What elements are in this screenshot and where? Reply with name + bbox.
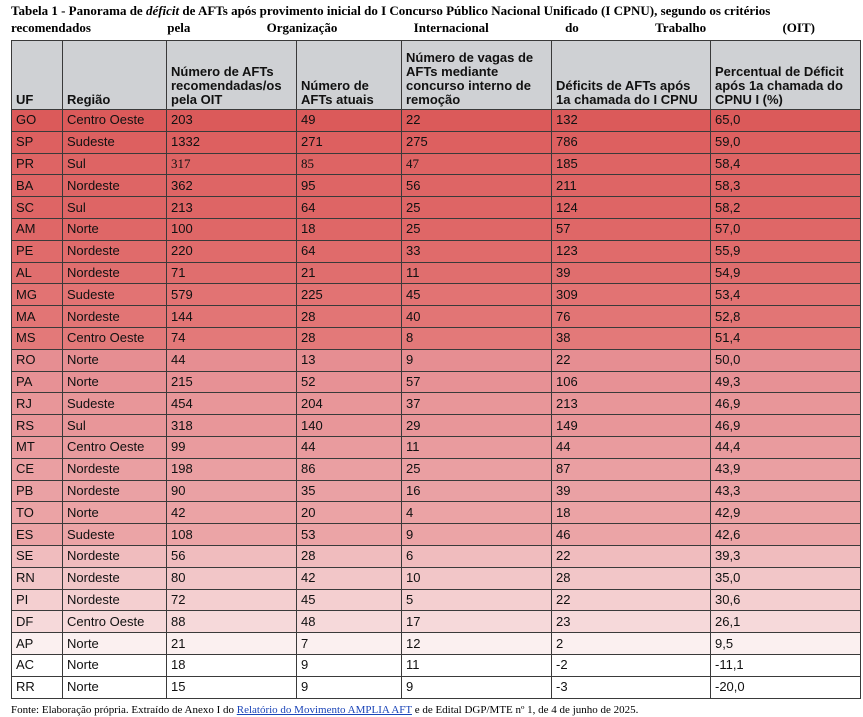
table-row [12, 197, 861, 219]
cell-afts-recomendadas: 88 [167, 611, 297, 633]
table-row [12, 415, 861, 437]
cell-afts-atuais: 9 [297, 654, 402, 676]
caption-word: recomendados [11, 20, 91, 35]
source-note-before: Fonte: Elaboração própria. Extraído de Anexo I do [11, 704, 237, 716]
caption-italic-word: déficit [145, 3, 180, 18]
cell-afts-atuais: 44 [297, 436, 402, 458]
column-header-deficits: Déficits de AFTs após 1a chamada do I CPNU [552, 41, 711, 110]
table-row [12, 262, 861, 284]
cell-regiao: Norte [63, 218, 167, 240]
table-row [12, 131, 861, 153]
cell-percentual-deficit: 46,9 [711, 393, 861, 415]
cell-afts-recomendadas: 90 [167, 480, 297, 502]
cell-afts-recomendadas: 579 [167, 284, 297, 306]
cell-deficits: 39 [552, 480, 711, 502]
cell-regiao: Sudeste [63, 284, 167, 306]
cell-percentual-deficit: 58,4 [711, 153, 861, 175]
source-note-after: e de Edital DGP/MTE nº 1, de 4 de junho de 2025. [411, 704, 639, 716]
cell-regiao: Sudeste [63, 393, 167, 415]
cell-vagas-remocao: 25 [402, 218, 552, 240]
cell-afts-atuais: 86 [297, 458, 402, 480]
caption-word: Trabalho [655, 20, 707, 35]
cell-vagas-remocao: 37 [402, 393, 552, 415]
cell-deficits: 2 [552, 633, 711, 655]
cell-uf: PE [12, 240, 63, 262]
column-header-percentual-deficit: Percentual de Déficit após 1a chamada do CPNU I (%) [711, 41, 861, 110]
cell-uf: RN [12, 567, 63, 589]
caption-word: Organização [266, 20, 338, 35]
cell-afts-recomendadas: 362 [167, 175, 297, 197]
cell-afts-atuais: 225 [297, 284, 402, 306]
table-row [12, 284, 861, 306]
table-row [12, 676, 861, 698]
column-header-afts-atuais: Número de AFTs atuais [297, 41, 402, 110]
table-header-row [12, 41, 861, 110]
cell-vagas-remocao: 16 [402, 480, 552, 502]
cell-vagas-remocao: 10 [402, 567, 552, 589]
source-note [11, 704, 638, 716]
cell-uf: MS [12, 327, 63, 349]
cell-afts-recomendadas: 317 [167, 153, 297, 175]
cell-uf: RS [12, 415, 63, 437]
cell-deficits: 786 [552, 131, 711, 153]
cell-percentual-deficit: -20,0 [711, 676, 861, 698]
cell-deficits: 211 [552, 175, 711, 197]
cell-regiao: Nordeste [63, 262, 167, 284]
cell-afts-atuais: 140 [297, 415, 402, 437]
cell-regiao: Nordeste [63, 589, 167, 611]
cell-vagas-remocao: 11 [402, 262, 552, 284]
cell-uf: MG [12, 284, 63, 306]
caption-prefix: Tabela 1 - Panorama de [11, 3, 146, 18]
cell-percentual-deficit: 58,2 [711, 197, 861, 219]
cell-regiao: Sul [63, 197, 167, 219]
cell-afts-recomendadas: 203 [167, 110, 297, 132]
cell-percentual-deficit: 9,5 [711, 633, 861, 655]
cell-uf: SP [12, 131, 63, 153]
cell-vagas-remocao: 6 [402, 545, 552, 567]
cell-deficits: 309 [552, 284, 711, 306]
cell-afts-atuais: 20 [297, 502, 402, 524]
cell-percentual-deficit: 43,3 [711, 480, 861, 502]
cell-regiao: Sul [63, 415, 167, 437]
cell-regiao: Nordeste [63, 240, 167, 262]
cell-percentual-deficit: 26,1 [711, 611, 861, 633]
cell-uf: AM [12, 218, 63, 240]
cell-percentual-deficit: 55,9 [711, 240, 861, 262]
cell-afts-atuais: 49 [297, 110, 402, 132]
cell-deficits: 76 [552, 306, 711, 328]
caption-word: Internacional [413, 20, 489, 35]
cell-regiao: Nordeste [63, 567, 167, 589]
cell-uf: SE [12, 545, 63, 567]
cell-regiao: Centro Oeste [63, 611, 167, 633]
table-row [12, 306, 861, 328]
cell-afts-recomendadas: 80 [167, 567, 297, 589]
cell-regiao: Norte [63, 676, 167, 698]
cell-afts-recomendadas: 74 [167, 327, 297, 349]
cell-uf: DF [12, 611, 63, 633]
cell-afts-recomendadas: 21 [167, 633, 297, 655]
cell-afts-atuais: 28 [297, 327, 402, 349]
cell-uf: PI [12, 589, 63, 611]
cell-vagas-remocao: 9 [402, 676, 552, 698]
cell-afts-recomendadas: 1332 [167, 131, 297, 153]
cell-afts-atuais: 7 [297, 633, 402, 655]
cell-afts-atuais: 48 [297, 611, 402, 633]
cell-afts-atuais: 13 [297, 349, 402, 371]
cell-uf: ES [12, 524, 63, 546]
cell-regiao: Nordeste [63, 175, 167, 197]
cell-afts-atuais: 64 [297, 240, 402, 262]
cell-deficits: -2 [552, 654, 711, 676]
cell-deficits: 38 [552, 327, 711, 349]
cell-afts-atuais: 53 [297, 524, 402, 546]
cell-vagas-remocao: 5 [402, 589, 552, 611]
cell-deficits: 28 [552, 567, 711, 589]
table-row [12, 175, 861, 197]
caption-word: do [565, 20, 579, 35]
cell-deficits: 18 [552, 502, 711, 524]
cell-vagas-remocao: 25 [402, 197, 552, 219]
cell-regiao: Sudeste [63, 524, 167, 546]
cell-percentual-deficit: 42,9 [711, 502, 861, 524]
table-row [12, 611, 861, 633]
cell-percentual-deficit: 53,4 [711, 284, 861, 306]
cell-afts-atuais: 9 [297, 676, 402, 698]
cell-afts-recomendadas: 44 [167, 349, 297, 371]
cell-afts-recomendadas: 198 [167, 458, 297, 480]
table-row [12, 240, 861, 262]
cell-regiao: Centro Oeste [63, 436, 167, 458]
cell-deficits: 22 [552, 589, 711, 611]
cell-afts-recomendadas: 144 [167, 306, 297, 328]
caption-line1-rest: de AFTs após provimento inicial do I Concurso Público Nacional Unificado (I CPNU), segundo os critérios [179, 3, 771, 18]
cell-deficits: 23 [552, 611, 711, 633]
cell-afts-recomendadas: 108 [167, 524, 297, 546]
table-row [12, 327, 861, 349]
cell-uf: MT [12, 436, 63, 458]
table-row [12, 393, 861, 415]
cell-regiao: Norte [63, 371, 167, 393]
cell-afts-recomendadas: 100 [167, 218, 297, 240]
cell-percentual-deficit: 54,9 [711, 262, 861, 284]
cell-uf: SC [12, 197, 63, 219]
cell-regiao: Norte [63, 654, 167, 676]
cell-vagas-remocao: 4 [402, 502, 552, 524]
cell-uf: AP [12, 633, 63, 655]
cell-uf: PA [12, 371, 63, 393]
cell-uf: BA [12, 175, 63, 197]
table-row [12, 218, 861, 240]
cell-afts-atuais: 35 [297, 480, 402, 502]
deficit-table [11, 40, 861, 699]
cell-vagas-remocao: 275 [402, 131, 552, 153]
cell-afts-recomendadas: 99 [167, 436, 297, 458]
cell-regiao: Sudeste [63, 131, 167, 153]
cell-percentual-deficit: 39,3 [711, 545, 861, 567]
cell-vagas-remocao: 57 [402, 371, 552, 393]
cell-uf: RO [12, 349, 63, 371]
table-row [12, 458, 861, 480]
table-row [12, 589, 861, 611]
cell-vagas-remocao: 29 [402, 415, 552, 437]
table-row [12, 524, 861, 546]
cell-regiao: Nordeste [63, 306, 167, 328]
table-caption [11, 2, 815, 36]
cell-afts-recomendadas: 454 [167, 393, 297, 415]
cell-regiao: Sul [63, 153, 167, 175]
cell-uf: RJ [12, 393, 63, 415]
cell-afts-atuais: 28 [297, 545, 402, 567]
cell-percentual-deficit: 50,0 [711, 349, 861, 371]
cell-afts-recomendadas: 215 [167, 371, 297, 393]
cell-percentual-deficit: 57,0 [711, 218, 861, 240]
cell-vagas-remocao: 40 [402, 306, 552, 328]
cell-deficits: 149 [552, 415, 711, 437]
table-row [12, 371, 861, 393]
caption-word: (OIT) [782, 20, 815, 35]
cell-afts-recomendadas: 220 [167, 240, 297, 262]
cell-deficits: 124 [552, 197, 711, 219]
table-row [12, 502, 861, 524]
cell-percentual-deficit: 59,0 [711, 131, 861, 153]
cell-vagas-remocao: 9 [402, 349, 552, 371]
cell-afts-atuais: 85 [297, 153, 402, 175]
cell-afts-atuais: 204 [297, 393, 402, 415]
report-link[interactable]: Relatório do Movimento AMPLIA AFT [236, 704, 412, 716]
cell-deficits: 22 [552, 349, 711, 371]
column-header-afts-recomendadas: Número de AFTs recomendadas/os pela OIT [167, 41, 297, 110]
cell-uf: AL [12, 262, 63, 284]
cell-deficits: 46 [552, 524, 711, 546]
cell-deficits: 87 [552, 458, 711, 480]
cell-regiao: Nordeste [63, 545, 167, 567]
cell-percentual-deficit: 52,8 [711, 306, 861, 328]
cell-uf: MA [12, 306, 63, 328]
cell-regiao: Centro Oeste [63, 110, 167, 132]
cell-uf: CE [12, 458, 63, 480]
table-row [12, 545, 861, 567]
cell-regiao: Nordeste [63, 458, 167, 480]
cell-deficits: 39 [552, 262, 711, 284]
cell-afts-recomendadas: 18 [167, 654, 297, 676]
cell-percentual-deficit: 51,4 [711, 327, 861, 349]
cell-deficits: 185 [552, 153, 711, 175]
column-header-vagas-remocao: Número de vagas de AFTs mediante concurso interno de remoção [402, 41, 552, 110]
cell-vagas-remocao: 8 [402, 327, 552, 349]
table-row [12, 633, 861, 655]
cell-percentual-deficit: 35,0 [711, 567, 861, 589]
cell-afts-recomendadas: 56 [167, 545, 297, 567]
cell-regiao: Norte [63, 349, 167, 371]
cell-uf: TO [12, 502, 63, 524]
cell-afts-atuais: 18 [297, 218, 402, 240]
cell-vagas-remocao: 11 [402, 654, 552, 676]
cell-deficits: 213 [552, 393, 711, 415]
cell-uf: GO [12, 110, 63, 132]
cell-percentual-deficit: 49,3 [711, 371, 861, 393]
table-row [12, 654, 861, 676]
table-row [12, 349, 861, 371]
cell-afts-recomendadas: 72 [167, 589, 297, 611]
cell-uf: AC [12, 654, 63, 676]
cell-afts-recomendadas: 71 [167, 262, 297, 284]
cell-percentual-deficit: 44,4 [711, 436, 861, 458]
table-row [12, 480, 861, 502]
cell-regiao: Norte [63, 502, 167, 524]
cell-afts-atuais: 95 [297, 175, 402, 197]
table-row [12, 153, 861, 175]
column-header-uf: UF [12, 41, 63, 110]
cell-vagas-remocao: 17 [402, 611, 552, 633]
cell-regiao: Norte [63, 633, 167, 655]
cell-uf: PB [12, 480, 63, 502]
table-row [12, 567, 861, 589]
cell-percentual-deficit: 43,9 [711, 458, 861, 480]
table-row [12, 110, 861, 132]
cell-regiao: Centro Oeste [63, 327, 167, 349]
cell-afts-recomendadas: 15 [167, 676, 297, 698]
column-header-regiao: Região [63, 41, 167, 110]
cell-percentual-deficit: 65,0 [711, 110, 861, 132]
cell-afts-atuais: 45 [297, 589, 402, 611]
cell-afts-atuais: 42 [297, 567, 402, 589]
cell-vagas-remocao: 25 [402, 458, 552, 480]
caption-word: pela [167, 20, 191, 35]
cell-deficits: 57 [552, 218, 711, 240]
cell-deficits: 132 [552, 110, 711, 132]
cell-regiao: Nordeste [63, 480, 167, 502]
cell-afts-atuais: 64 [297, 197, 402, 219]
cell-afts-recomendadas: 318 [167, 415, 297, 437]
cell-deficits: 123 [552, 240, 711, 262]
cell-vagas-remocao: 45 [402, 284, 552, 306]
cell-uf: PR [12, 153, 63, 175]
caption-line-1 [11, 2, 815, 19]
cell-afts-recomendadas: 213 [167, 197, 297, 219]
cell-vagas-remocao: 11 [402, 436, 552, 458]
table-body [12, 110, 861, 699]
cell-afts-atuais: 21 [297, 262, 402, 284]
cell-deficits: 44 [552, 436, 711, 458]
caption-line-2 [11, 19, 815, 36]
table-row [12, 436, 861, 458]
cell-afts-atuais: 271 [297, 131, 402, 153]
cell-uf: RR [12, 676, 63, 698]
cell-deficits: -3 [552, 676, 711, 698]
cell-vagas-remocao: 9 [402, 524, 552, 546]
cell-percentual-deficit: 30,6 [711, 589, 861, 611]
cell-deficits: 22 [552, 545, 711, 567]
cell-vagas-remocao: 33 [402, 240, 552, 262]
cell-afts-atuais: 52 [297, 371, 402, 393]
cell-percentual-deficit: 46,9 [711, 415, 861, 437]
cell-vagas-remocao: 22 [402, 110, 552, 132]
cell-vagas-remocao: 47 [402, 153, 552, 175]
cell-afts-atuais: 28 [297, 306, 402, 328]
cell-percentual-deficit: -11,1 [711, 654, 861, 676]
cell-vagas-remocao: 56 [402, 175, 552, 197]
cell-afts-recomendadas: 42 [167, 502, 297, 524]
cell-deficits: 106 [552, 371, 711, 393]
cell-percentual-deficit: 58,3 [711, 175, 861, 197]
cell-vagas-remocao: 12 [402, 633, 552, 655]
cell-percentual-deficit: 42,6 [711, 524, 861, 546]
